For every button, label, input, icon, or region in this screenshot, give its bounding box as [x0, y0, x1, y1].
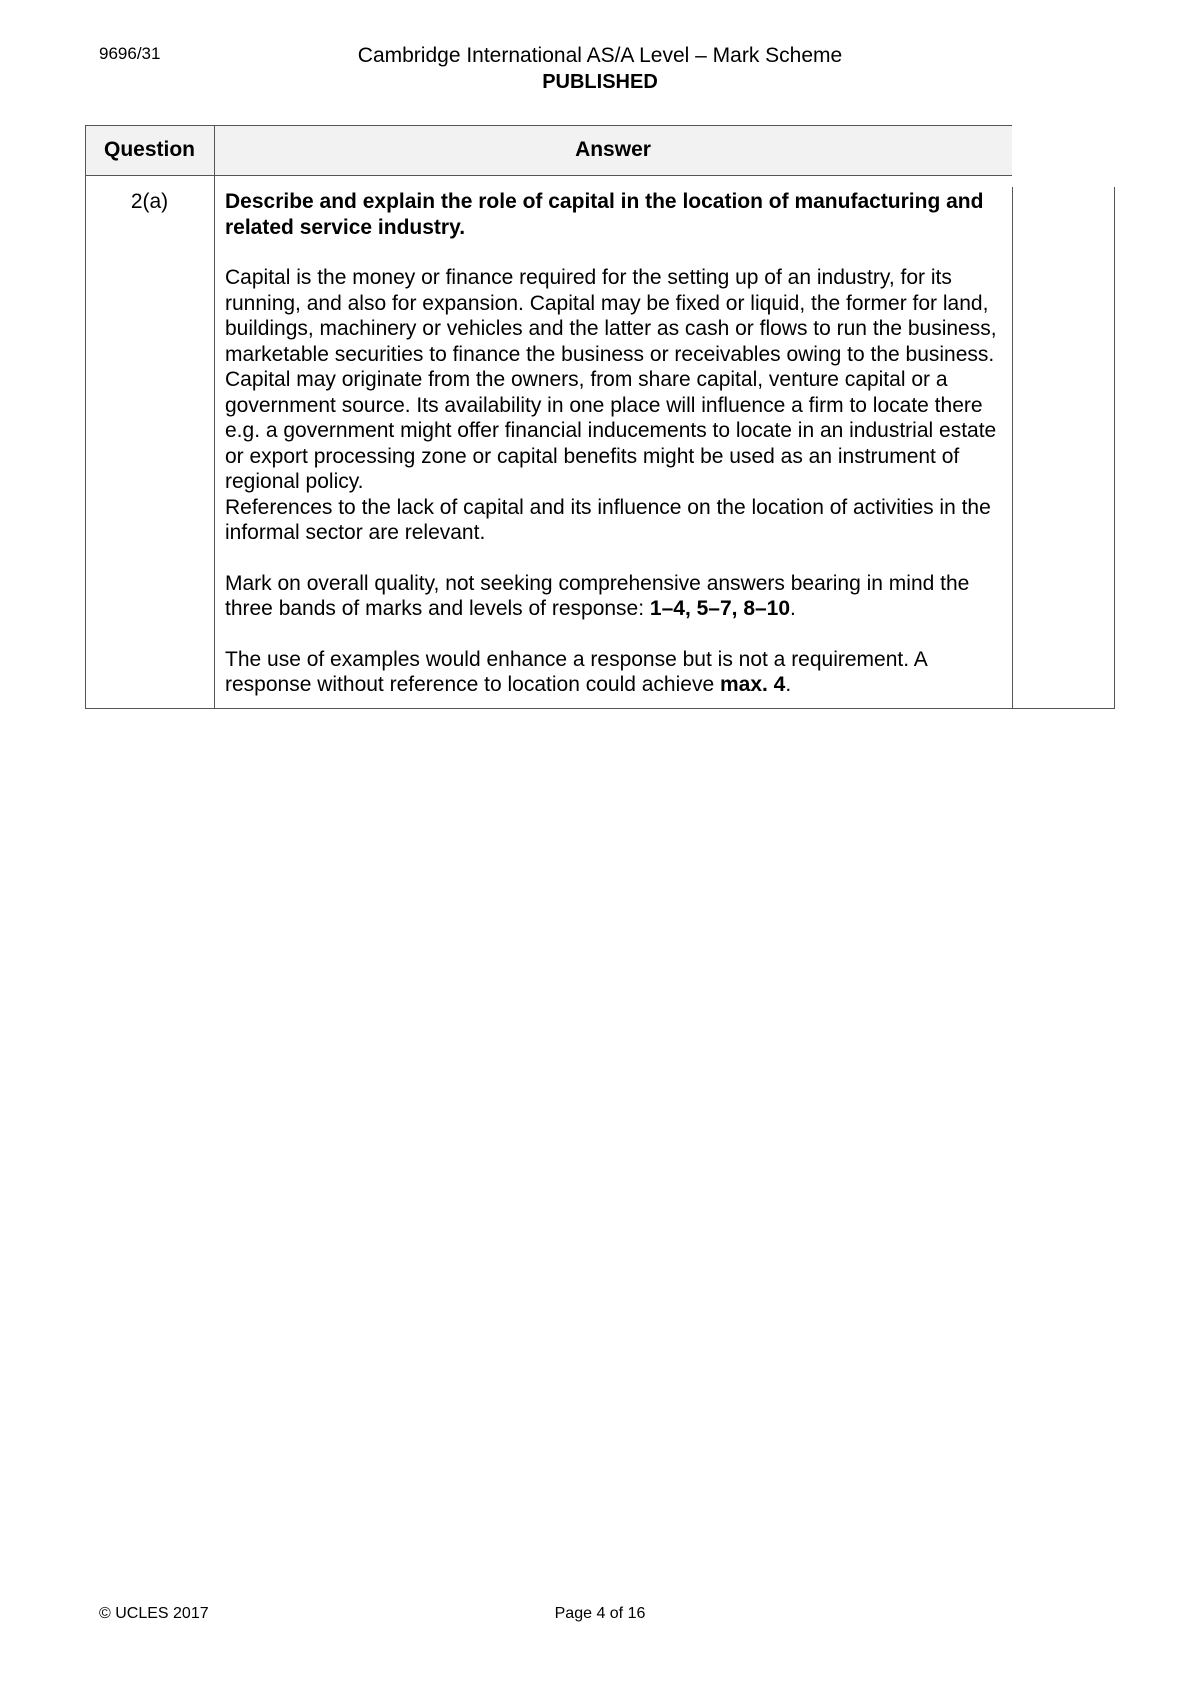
answer-capital-text: Capital is the money or finance required for the setting up of an industry, for its running, and also for expansion. Capital may be fixed or liquid, the former for land, buildings, machinery or vehicles and the latter as cash or flows to run the business, marketable securities to finance the business or receivables owing to the business. Capital may originate from the owners, from share capital, venture capital or a government source. Its availability in one place will influence a firm to locate there e.g. a government might offer financial inducements to locate in an industrial estate or export processing zone or capital benefits might be used as an instrument of regional policy. — [225, 266, 997, 493]
footer-page-number: Page 4 of 16 — [554, 1605, 646, 1622]
page-code: 9696/31 — [99, 44, 161, 63]
examples-end: . — [785, 673, 792, 696]
answer-paragraph-capital — [225, 265, 1015, 546]
column-header-answer: Answer — [575, 138, 651, 161]
question-prompt: Describe and explain the role of capital in the location of manufacturing and related service industry. — [225, 190, 984, 239]
question-column-divider — [214, 125, 215, 709]
header-title: Cambridge International AS/A Level – Mark Scheme — [357, 44, 843, 67]
mark-scheme-table — [85, 125, 1115, 708]
table-header-divider — [85, 175, 1012, 176]
footer-copyright: © UCLES 2017 — [99, 1605, 209, 1622]
question-number: 2(a) — [130, 190, 169, 213]
marks-column-right-border — [1114, 187, 1115, 709]
answer-informal-sector-text: References to the lack of capital and its influence on the location of activities in the informal sector are relevant. — [225, 495, 991, 544]
answer-paragraph-examples — [225, 647, 1015, 698]
marking-end: . — [790, 597, 796, 620]
answer-paragraph-marking — [225, 571, 1015, 622]
max-mark: max. 4 — [719, 673, 786, 696]
page-header — [300, 43, 900, 95]
examples-text: The use of examples would enhance a response but is not a requirement. A response without reference to location could achieve — [225, 647, 927, 696]
mark-bands: 1–4, 5–7, 8–10 — [649, 597, 791, 620]
marking-text: Mark on overall quality, not seeking comprehensive answers bearing in mind the three bands of marks and levels of response: — [225, 571, 970, 620]
column-header-question: Question — [103, 138, 195, 161]
answer-cell — [225, 189, 1015, 723]
header-status: PUBLISHED — [542, 71, 658, 93]
